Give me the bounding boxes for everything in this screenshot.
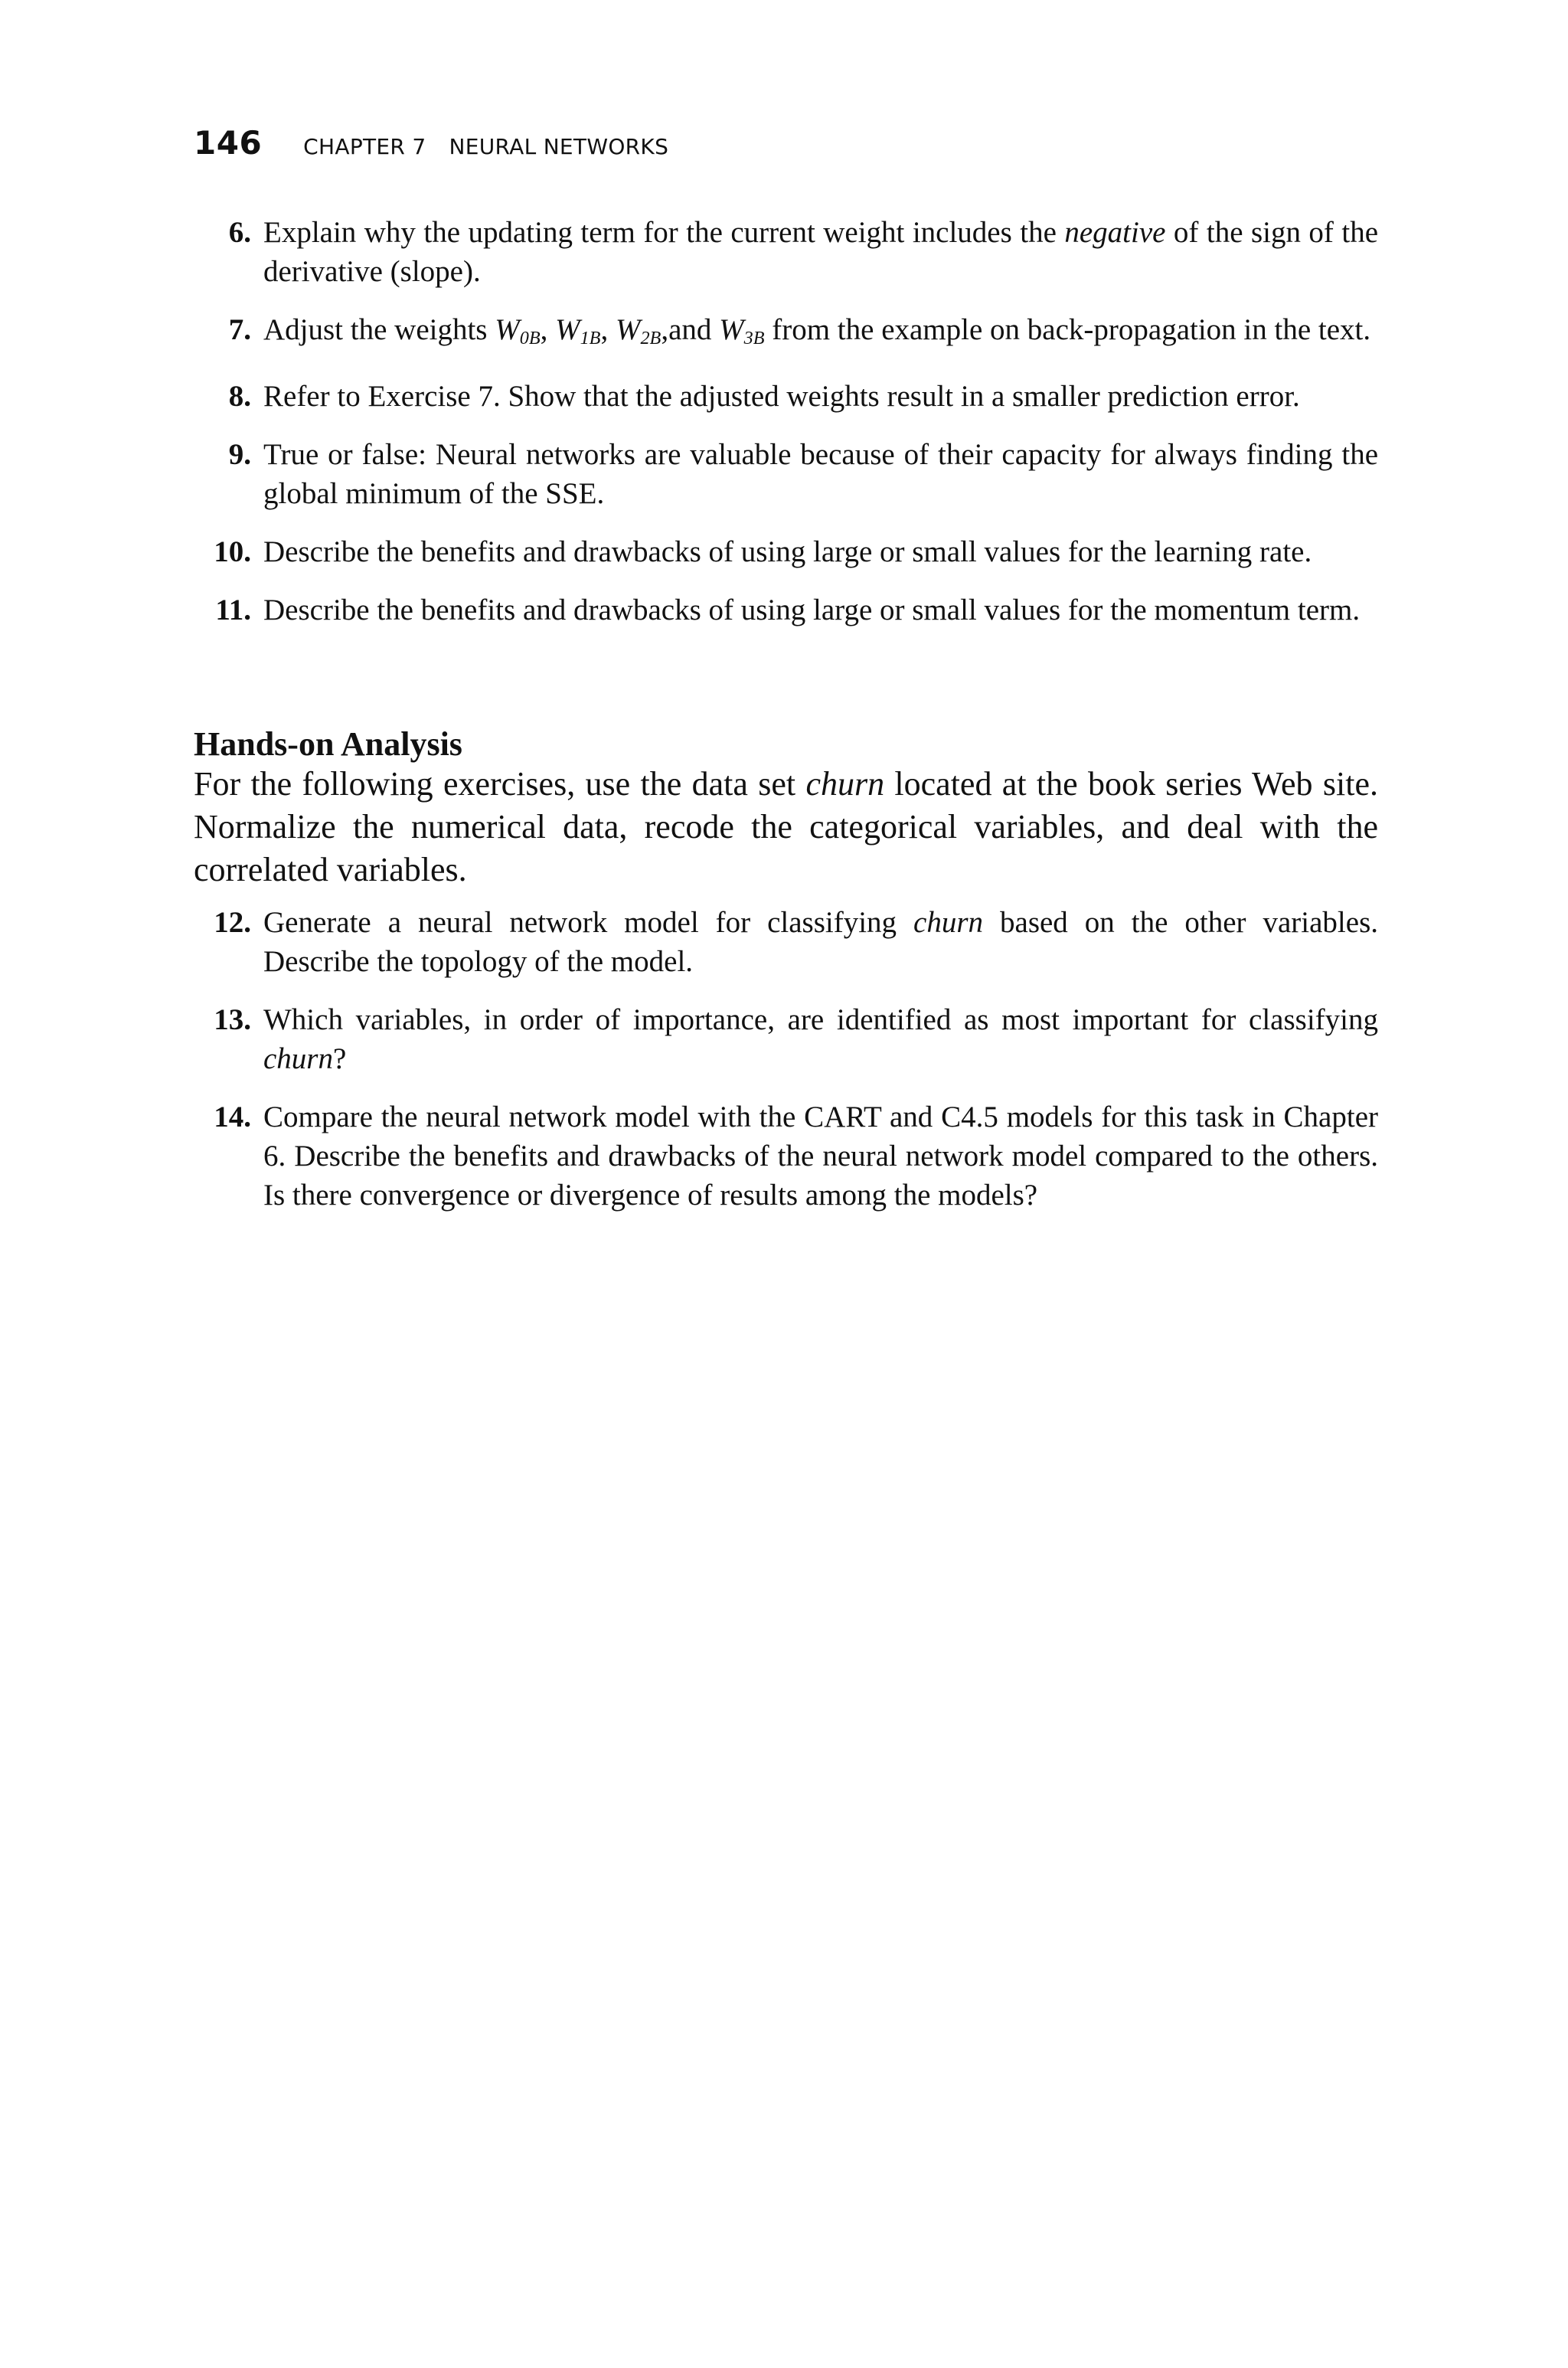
exercise-item	[184, 435, 1378, 513]
separator: ,and	[661, 313, 720, 346]
exercise-item	[184, 310, 1378, 358]
chapter-title: NEURAL NETWORKS	[449, 134, 669, 159]
exercise-number: 10.	[214, 535, 251, 569]
page-number: 146	[194, 124, 263, 162]
exercise-text: Refer to Exercise 7. Show that the adjusted weights result in a smaller prediction error.	[263, 380, 1300, 414]
exercise-number: 8.	[228, 380, 251, 414]
exercise-text: Describe the benefits and drawbacks of using large or small values for the momentum term.	[263, 594, 1361, 627]
exercise-text-part: Explain why the updating term for the current weight includes the	[263, 216, 1065, 249]
emphasis: negative	[1064, 216, 1166, 249]
exercise-text-part: Adjust the weights	[263, 313, 495, 346]
section-heading: Hands-on Analysis	[194, 725, 462, 763]
emphasis: churn	[263, 1042, 333, 1075]
intro-text-part: located at the book series Web site. Normalize the numerical data, recode the categorical variables, and deal with the correlated variables.	[194, 765, 1378, 888]
exercise-text	[263, 1000, 1378, 1078]
exercise-item	[184, 903, 1378, 981]
exercise-number: 14.	[214, 1101, 251, 1133]
running-head	[303, 134, 668, 159]
weight-symbol: $W_{2B}$	[615, 313, 662, 349]
exercise-text-part: Generate a neural network model for classifying	[263, 906, 914, 939]
weight-symbol: $W_{0B}$	[495, 313, 541, 349]
weight-symbol: $W_{1B}$	[555, 313, 601, 349]
exercise-text-part: from the example on back-propagation in the text.	[764, 313, 1371, 346]
exercise-text-part: based on the other variables. Describe the topology of the model.	[263, 906, 1378, 978]
section-intro	[194, 763, 1378, 891]
intro-text-part: For the following exercises, use the data set	[194, 765, 806, 803]
exercise-text: True or false: Neural networks are valuable because of their capacity for always finding the global minimum of the SSE.	[263, 438, 1378, 511]
emphasis: churn	[805, 765, 885, 803]
exercise-text-part: ?	[333, 1042, 347, 1075]
exercise-number: 6.	[228, 216, 251, 249]
exercise-item	[184, 590, 1378, 630]
exercise-item	[184, 532, 1378, 571]
exercise-list-hands-on	[184, 903, 1378, 1215]
exercise-item	[184, 377, 1378, 416]
exercise-number: 11.	[215, 594, 251, 627]
weight-symbol: $W_{3B}$	[719, 313, 765, 349]
emphasis: churn	[913, 906, 984, 939]
exercise-number: 12.	[214, 906, 251, 939]
exercise-number: 13.	[214, 1003, 251, 1036]
exercise-text	[263, 310, 1378, 358]
running-header	[194, 124, 668, 170]
exercise-text: Compare the neural network model with the CART and C4.5 models for this task in Chapter 6. Describe the benefits and drawbacks of the neural network model compared to the others. Is there convergence or divergence of results among the models?	[263, 1101, 1378, 1212]
exercise-number: 9.	[228, 438, 251, 472]
exercise-item	[184, 1097, 1378, 1215]
exercise-text	[263, 903, 1378, 981]
separator: ,	[600, 313, 616, 346]
exercise-item	[184, 213, 1378, 291]
chapter-label: CHAPTER 7	[303, 134, 426, 159]
exercise-item	[184, 1000, 1378, 1078]
exercise-text	[263, 213, 1378, 291]
exercise-number: 7.	[228, 313, 251, 346]
separator: ,	[540, 313, 556, 346]
exercise-text-part: Which variables, in order of importance, are identified as most important for classifying	[263, 1003, 1378, 1036]
exercise-text-part: of the sign of the derivative (slope).	[263, 216, 1379, 288]
exercise-list-conceptual	[184, 213, 1378, 630]
exercise-text: Describe the benefits and drawbacks of using large or small values for the learning rate.	[263, 535, 1312, 569]
